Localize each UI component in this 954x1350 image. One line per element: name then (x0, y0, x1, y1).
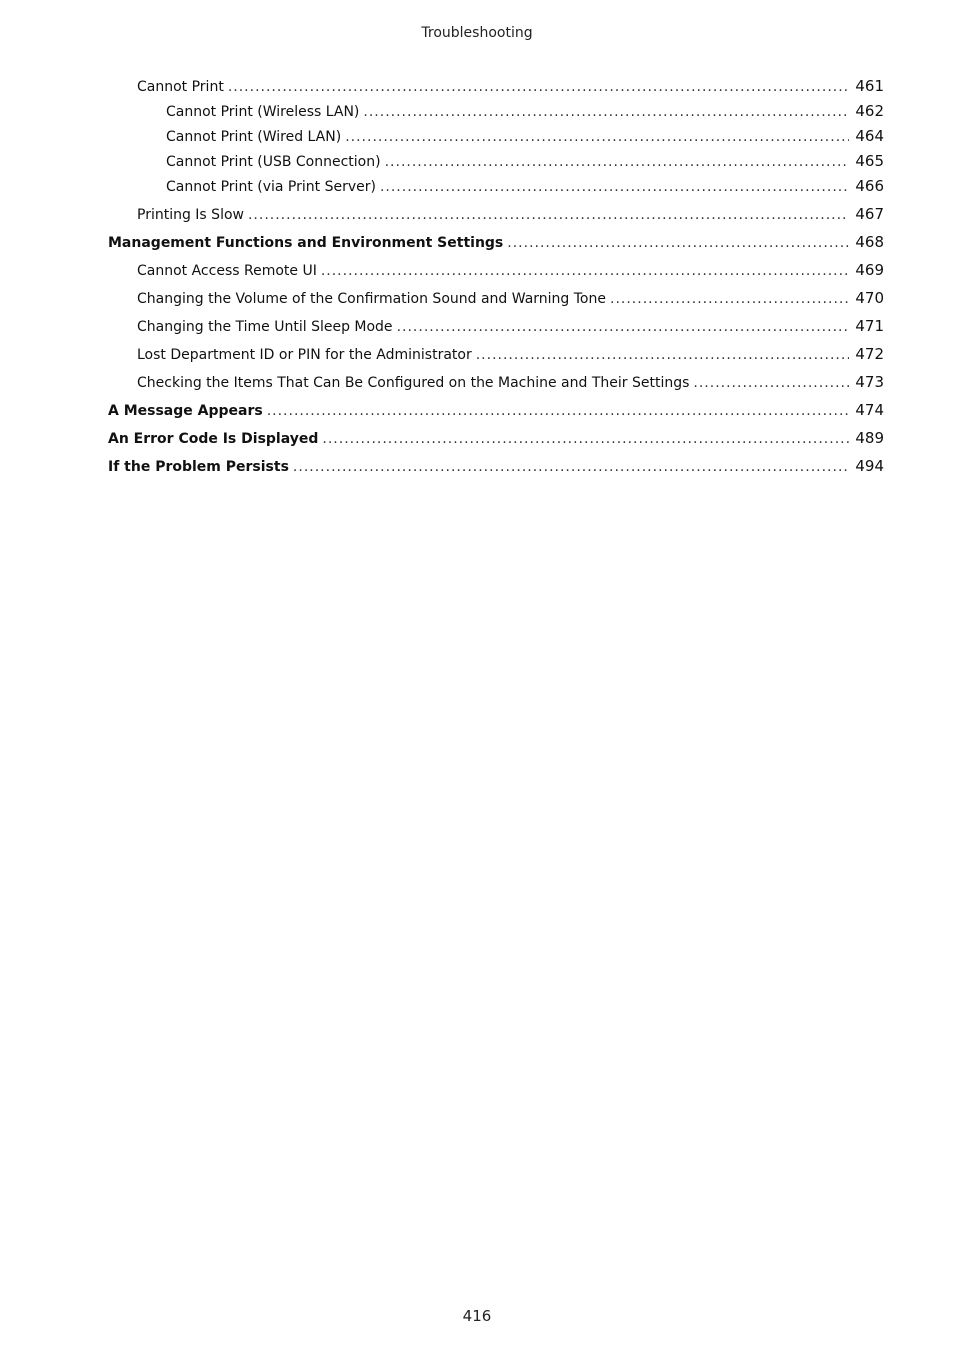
toc-entry-page: 473 (855, 373, 884, 391)
toc-entry[interactable] (137, 317, 884, 336)
toc-entry-title: Cannot Print (137, 79, 224, 95)
toc-entry-title: Cannot Print (via Print Server) (166, 179, 376, 195)
toc-dot-leader (321, 262, 850, 280)
toc-entry-page: 462 (855, 102, 884, 120)
toc-entry-page: 469 (855, 261, 884, 279)
toc-entry[interactable] (137, 205, 884, 224)
toc-entry[interactable] (166, 127, 884, 146)
toc-entry[interactable] (137, 345, 884, 364)
toc-entry-page: 472 (855, 345, 884, 363)
toc-entry-page: 468 (855, 233, 884, 251)
toc-entry-page: 467 (855, 205, 884, 223)
toc-entry-title: Cannot Access Remote UI (137, 263, 317, 279)
toc-entry-title: An Error Code Is Displayed (108, 431, 319, 447)
toc-entry-title: Changing the Volume of the Confirmation Sound and Warning Tone (137, 291, 606, 307)
toc-entry[interactable] (108, 233, 884, 252)
toc-dot-leader (385, 153, 850, 171)
toc-entry-title: Printing Is Slow (137, 207, 244, 223)
toc-entry[interactable] (108, 401, 884, 420)
toc-entry-page: 471 (855, 317, 884, 335)
toc-entry-title: Management Functions and Environment Settings (108, 235, 504, 251)
toc-dot-leader (363, 103, 849, 121)
toc-entry-title: Lost Department ID or PIN for the Administrator (137, 347, 472, 363)
toc-entry-page: 470 (855, 289, 884, 307)
toc-entry[interactable] (108, 457, 884, 476)
toc-entry-page: 489 (855, 429, 884, 447)
toc-entry[interactable] (166, 152, 884, 171)
toc-entry[interactable] (108, 429, 884, 448)
toc-entry-title: Changing the Time Until Sleep Mode (137, 319, 393, 335)
toc-entry[interactable] (166, 177, 884, 196)
toc-entry-page: 465 (855, 152, 884, 170)
toc-entry-page: 474 (855, 401, 884, 419)
toc-dot-leader (476, 346, 850, 364)
running-header: Troubleshooting (421, 25, 533, 41)
toc-dot-leader (693, 374, 849, 392)
toc-entry-page: 464 (855, 127, 884, 145)
toc-dot-leader (507, 234, 849, 252)
toc-dot-leader (267, 402, 850, 420)
toc-entry-title: If the Problem Persists (108, 459, 289, 475)
toc-entry-page: 461 (855, 77, 884, 95)
page-number: 416 (462, 1307, 492, 1325)
toc-entry-title: Cannot Print (USB Connection) (166, 154, 381, 170)
toc-entry-title: A Message Appears (108, 403, 263, 419)
toc-dot-leader (228, 78, 850, 96)
toc-entry-title: Checking the Items That Can Be Configured on the Machine and Their Settings (137, 375, 690, 391)
toc-entry[interactable] (137, 289, 884, 308)
toc-dot-leader (610, 290, 849, 308)
toc-entry[interactable] (137, 261, 884, 280)
toc-dot-leader (248, 206, 849, 224)
toc-entry-page: 494 (855, 457, 884, 475)
toc-dot-leader (322, 430, 849, 448)
toc-entry[interactable] (137, 77, 884, 96)
toc-entry-title: Cannot Print (Wireless LAN) (166, 104, 360, 120)
toc-dot-leader (397, 318, 850, 336)
toc-entry-page: 466 (855, 177, 884, 195)
toc-dot-leader (345, 128, 849, 146)
toc-dot-leader (293, 458, 849, 476)
toc-entry[interactable] (166, 102, 884, 121)
toc-dot-leader (380, 178, 849, 196)
toc-entry-title: Cannot Print (Wired LAN) (166, 129, 342, 145)
toc-entry[interactable] (137, 373, 884, 392)
